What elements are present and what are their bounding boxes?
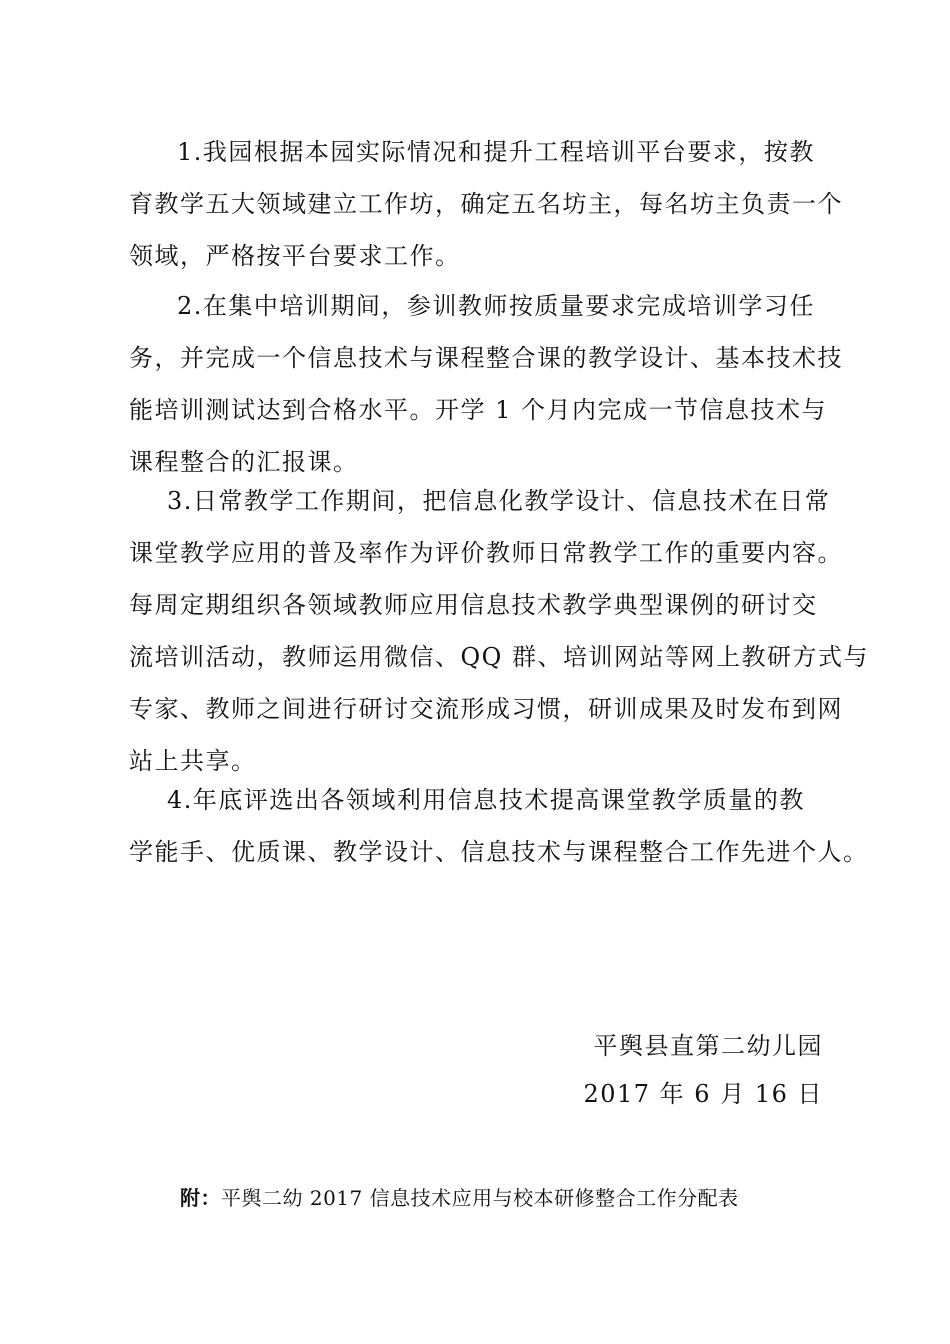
paragraph-line: 2.在集中培训期间，参训教师按质量要求完成培训学习任 [177, 292, 815, 320]
paragraph-line: 4.年底评选出各领域利用信息技术提高课堂教学质量的教 [167, 786, 805, 814]
paragraph-line: 专家、教师之间进行研讨交流形成习惯，研训成果及时发布到网 [129, 695, 843, 723]
paragraph-line: 能培训测试达到合格水平。开学 1 个月内完成一节信息技术与 [129, 396, 828, 424]
paragraph-line: 领域，严格按平台要求工作。 [129, 242, 461, 270]
paragraph-1 [129, 126, 843, 282]
paragraph-line: 课程整合的汇报课。 [129, 448, 359, 476]
paragraph-line: 站上共享。 [129, 747, 257, 775]
paragraph-line: 育教学五大领域建立工作坊，确定五名坊主，每名坊主负责一个 [129, 190, 843, 218]
paragraph-line: 课堂教学应用的普及率作为评价教师日常教学工作的重要内容。 [129, 539, 843, 567]
paragraph-line: 学能手、优质课、教学设计、信息技术与课程整合工作先进个人。 [129, 838, 869, 866]
paragraph-line: 3.日常教学工作期间，把信息化教学设计、信息技术在日常 [167, 487, 831, 515]
signature-organization: 平舆县直第二幼儿园 [593, 1032, 823, 1060]
signature-date: 2017 年 6 月 16 日 [583, 1080, 823, 1108]
attachment-text: 平舆二幼 2017 信息技术应用与校本研修整合工作分配表 [221, 1186, 739, 1210]
paragraph-line: 流培训活动，教师运用微信、QQ 群、培训网站等网上教研方式与 [129, 643, 869, 671]
paragraph-line: 1.我园根据本园实际情况和提升工程培训平台要求，按教 [177, 138, 815, 166]
attachment-label: 附： [180, 1186, 221, 1210]
paragraph-line: 务，并完成一个信息技术与课程整合课的教学设计、基本技术技 [129, 344, 843, 372]
attachment-note [180, 1178, 739, 1218]
paragraph-4 [129, 774, 869, 878]
paragraph-line: 每周定期组织各领域教师应用信息技术教学典型课例的研讨交 [129, 591, 818, 619]
paragraph-2 [129, 280, 843, 488]
paragraph-3 [129, 475, 869, 787]
